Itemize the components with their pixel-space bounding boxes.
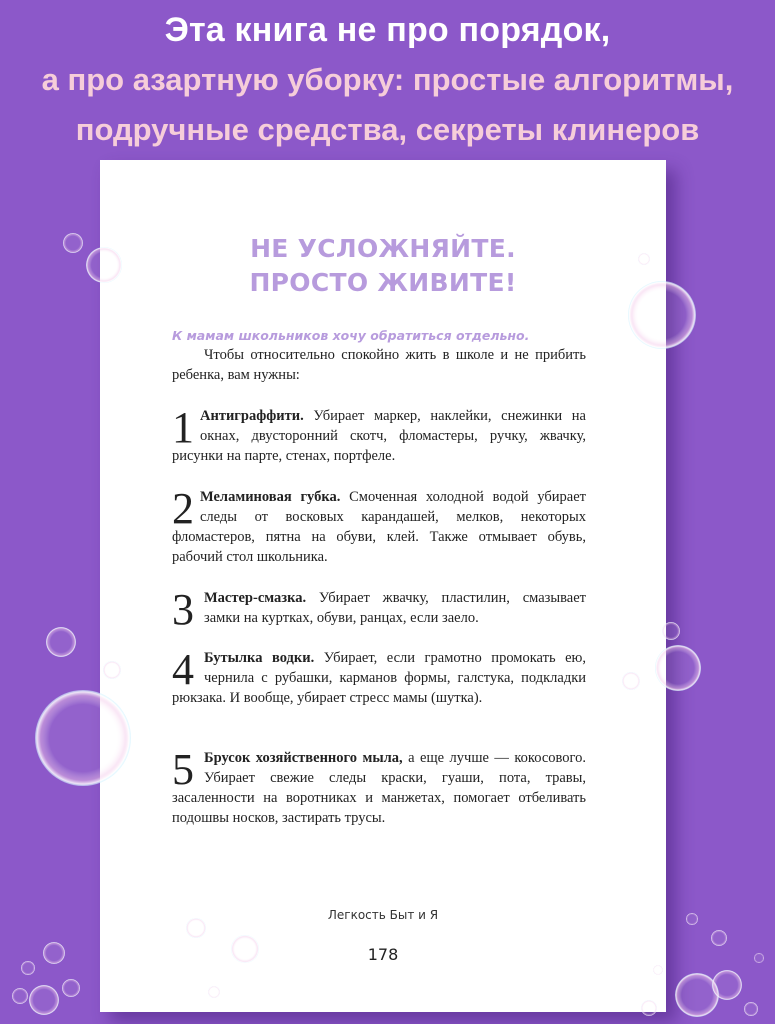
item-number: 3 <box>172 585 194 634</box>
bubble <box>686 913 698 925</box>
bubble <box>744 1002 758 1016</box>
item-number: 2 <box>172 484 194 533</box>
bubble <box>21 961 35 975</box>
header-line-2: а про азартную уборку: простые алгоритмы, <box>41 62 734 97</box>
item-description: Смоченная холодной водой убирает следы от восковых карандашей, мелков, некоторых фломастеров, пятна на обуви, клей. Также отмывает обувь, рабочий стол школьника. <box>172 489 586 565</box>
list-item <box>172 585 586 634</box>
item-description: Убирает, если грамотно промокать ею, чернила с рубашки, карманов формы, галстука, подкладки рюкзака. И вообще, убирает стресс мамы (шутка). <box>172 650 586 706</box>
bubble <box>29 985 59 1015</box>
lead-text: К мамам школьников хочу обратиться отдельно. <box>172 328 530 343</box>
list-item <box>172 745 586 828</box>
bubble <box>46 627 76 657</box>
item-description: Убирает маркер, наклейки, снежинки на окнах, двусторонний скотч, фломастеры, ручку, жвачку, рисунки на парте, стенах, портфеле. <box>172 408 586 464</box>
book-footer: Легкость Быт и Я <box>327 908 439 922</box>
item-text <box>172 645 586 708</box>
page-title-line-1: НЕ УСЛОЖНЯЙТЕ. <box>250 234 516 263</box>
header-line-1: Эта книга не про порядок, <box>164 11 611 49</box>
item-term: Бутылка водки. <box>204 650 315 666</box>
item-text <box>172 484 586 567</box>
book-page <box>100 160 666 1012</box>
item-number: 4 <box>172 645 194 694</box>
list-item <box>172 645 586 708</box>
bubble <box>754 953 764 963</box>
page-number: 178 <box>367 945 399 964</box>
page-title <box>100 232 666 300</box>
header-line-3: подручные средства, секреты клинеров <box>75 112 700 147</box>
bubble <box>63 233 83 253</box>
item-description: а еще лучше — кокосового. Убирает свежие следы краски, гуаши, пота, травы, засаленности на воротниках и манжетах, помогает отбеливать подошвы носков, застирать трусы. <box>172 750 586 826</box>
intro-paragraph: Чтобы относительно спокойно жить в школе и не прибить ребенка, вам нужны: <box>172 347 586 383</box>
page-title-line-2: ПРОСТО ЖИВИТЕ! <box>249 268 517 297</box>
item-text <box>172 588 586 628</box>
list-item <box>172 403 586 466</box>
bubble <box>712 970 742 1000</box>
item-term: Брусок хозяйственного мыла, <box>204 750 403 766</box>
item-number: 1 <box>172 403 194 452</box>
item-number: 5 <box>172 745 194 794</box>
bubble <box>62 979 80 997</box>
bubble <box>43 942 65 964</box>
list-item <box>172 484 586 567</box>
item-term: Меламиновая губка. <box>200 489 341 505</box>
bubble <box>675 973 719 1017</box>
item-text <box>172 745 586 828</box>
item-term: Антиграффити. <box>200 408 304 424</box>
bubble <box>711 930 727 946</box>
item-description: Убирает жвачку, пластилин, смазывает замки на куртках, обуви, ранцах, если заело. <box>204 590 586 626</box>
bubble <box>12 988 28 1004</box>
item-term: Мастер-смазка. <box>204 590 307 606</box>
item-text <box>172 403 586 466</box>
